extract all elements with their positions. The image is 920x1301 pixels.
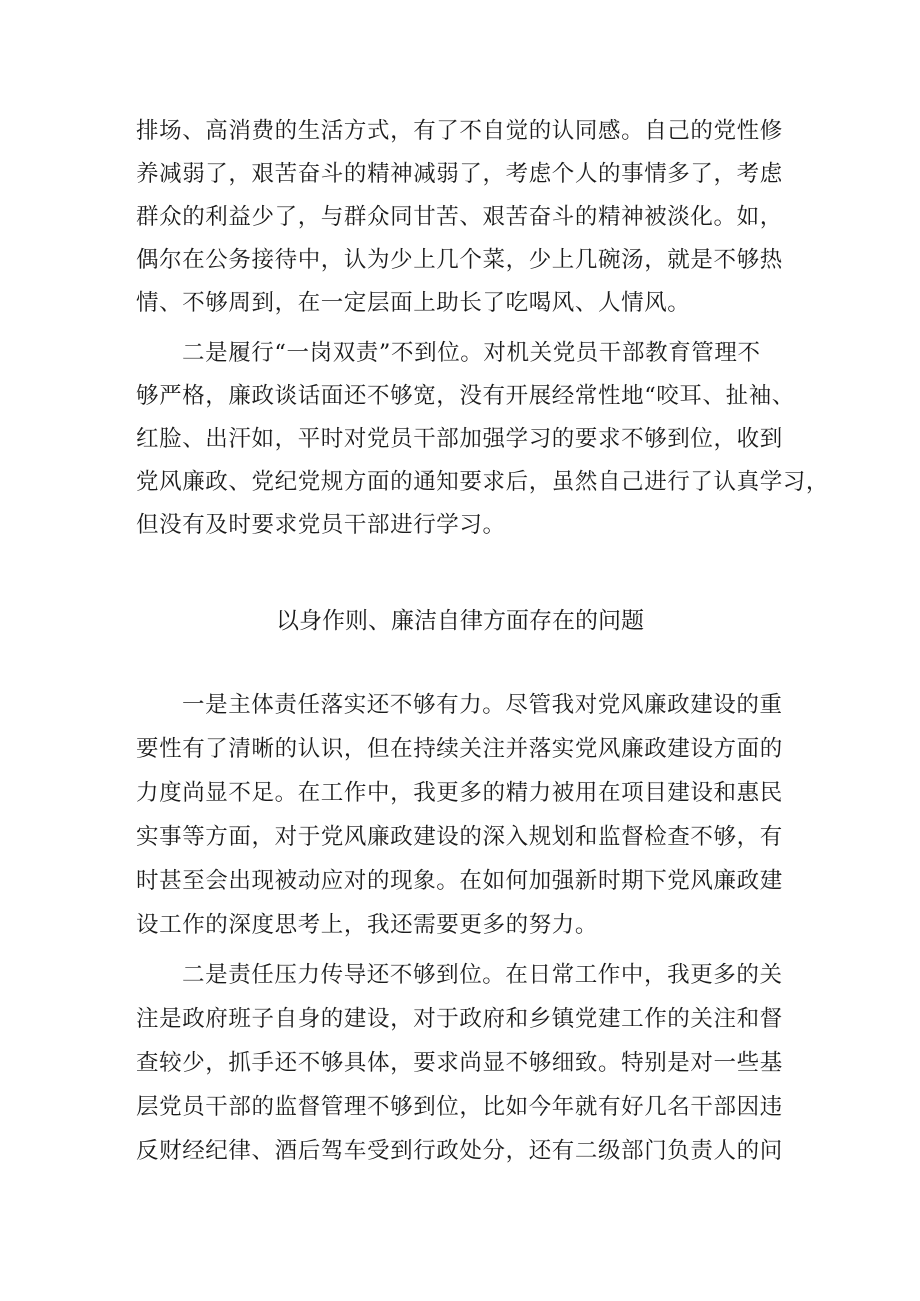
paragraph-line: 时甚至会出现被动应对的现象。在如何加强新时期下党风廉政建 — [136, 868, 783, 894]
paragraph-line: 情、不够周到，在一定层面上助长了吃喝风、人情风。 — [136, 290, 691, 316]
section-heading: 以身作则、廉洁自律方面存在的问题 — [276, 608, 644, 634]
paragraph-line: 注是政府班子自身的建设，对于政府和乡镇党建工作的关注和督 — [136, 1006, 783, 1032]
paragraph-line: 党风廉政、党纪党规方面的通知要求后，虽然自己进行了认真学习， — [136, 469, 830, 495]
paragraph-line: 二是履行“一岗双责”不到位。对机关党员干部教育管理不 — [182, 340, 761, 366]
paragraph-line: 力度尚显不足。在工作中，我更多的精力被用在项目建设和惠民 — [136, 780, 783, 806]
paragraph-line: 但没有及时要求党员干部进行学习。 — [136, 512, 506, 538]
paragraph-line: 群众的利益少了，与群众同甘苦、艰苦奋斗的精神被淡化。如， — [136, 204, 783, 230]
paragraph-line: 够严格，廉政谈话面还不够宽，没有开展经常性地“咬耳、扯袖、 — [136, 383, 795, 409]
paragraph-line: 设工作的深度思考上，我还需要更多的努力。 — [136, 912, 599, 938]
paragraph-line: 一是主体责任落实还不够有力。尽管我对党风廉政建设的重 — [182, 692, 783, 718]
paragraph-line: 要性有了清晰的认识，但在持续关注并落实党风廉政建设方面的 — [136, 736, 783, 762]
paragraph-line: 反财经纪律、酒后驾车受到行政处分，还有二级部门负责人的问 — [136, 1138, 783, 1164]
paragraph-line: 养减弱了，艰苦奋斗的精神减弱了，考虑个人的事情多了，考虑 — [136, 161, 783, 187]
paragraph-line: 排场、高消费的生活方式，有了不自觉的认同感。自己的党性修 — [136, 118, 783, 144]
paragraph-line: 偶尔在公务接待中，认为少上几个菜，少上几碗汤，就是不够热 — [136, 247, 783, 273]
paragraph-line: 层党员干部的监督管理不够到位，比如今年就有好几名干部因违 — [136, 1094, 783, 1120]
paragraph-line: 红脸、出汗如，平时对党员干部加强学习的要求不够到位，收到 — [136, 426, 783, 452]
paragraph-line: 查较少，抓手还不够具体，要求尚显不够细致。特别是对一些基 — [136, 1050, 783, 1076]
paragraph-line: 二是责任压力传导还不够到位。在日常工作中，我更多的关 — [182, 962, 783, 988]
paragraph-line: 实事等方面，对于党风廉政建设的深入规划和监督检查不够，有 — [136, 824, 783, 850]
